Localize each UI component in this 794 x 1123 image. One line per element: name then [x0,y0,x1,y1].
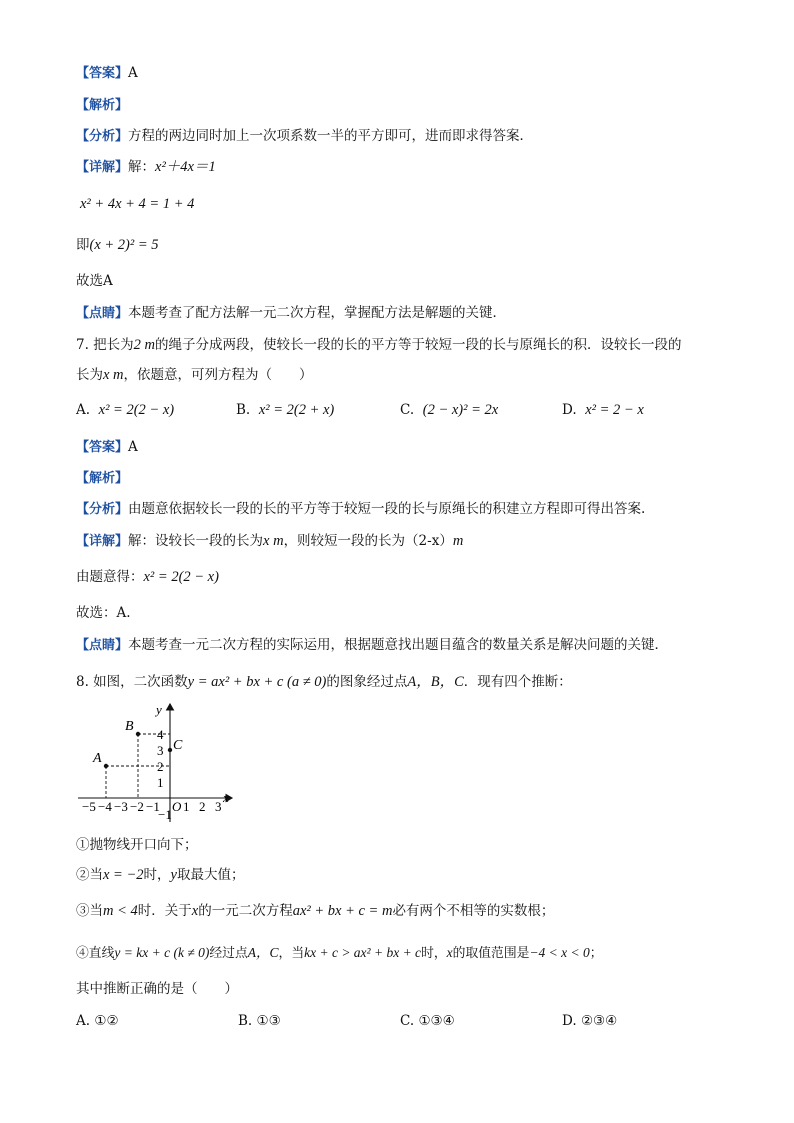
from-text: 由题意得： [76,569,144,585]
y-axis-label: y [156,702,162,717]
s4-text: 时， [421,946,447,961]
from-equation: x² = 2(2 − x) [143,569,219,585]
option-label: D. [562,402,577,418]
fenxi-text: 由题意依据较长一段的长的平方等于较短一段的长与原绳长的积建立方程即可得出答案. [128,501,646,517]
q7-option-a [76,401,174,419]
q7-option-b [236,401,334,419]
x-tick-label: −1 [146,799,160,814]
q7-dianjing-line [76,636,668,655]
q8-function: y = ax² + bx + c (a ≠ 0) [187,674,327,690]
step1-equation: x² + 4x + 4 = 1 + 4 [80,196,195,212]
s2-text: ②当 [76,867,103,883]
y-tick-label: −1 [158,807,172,822]
s4-range: −4 < x < 0 [529,945,590,960]
point-c [168,748,172,752]
option-label: C. [400,1013,415,1029]
q8-text: ．现有四个推断： [463,674,572,690]
y-tick-label: 3 [157,743,164,758]
option-label: C. [400,402,415,418]
s4-equation: y = kx + c (k ≠ 0) [114,945,210,960]
point-label: C [173,738,183,753]
q7-text: 长为 [76,367,103,383]
s4-text: 的取值范围是 [452,946,530,961]
s3-text: 必有两个不相等的实数根； [392,903,555,919]
s3-equation: m < 4 [103,903,138,919]
detail-text: ，则较短一段的长为（2-x） [283,533,453,549]
q7-from-line [76,568,219,586]
option-label: B. [238,1013,253,1029]
q7-option-d [562,401,644,419]
q7-analysis-heading [76,469,128,488]
q7-stem-line1 [76,336,682,354]
option-label: A. [76,1013,91,1029]
q8-text: 的图象经过点 [326,674,408,690]
s4-var: x [446,945,453,960]
y-tick-label: 4 [157,727,164,742]
q8-ask: 其中推断正确的是（ ） [76,981,238,997]
x-tick-label: −2 [130,799,144,814]
s4-text: ； [589,946,603,961]
q7-text: 的绳子分成两段，使较长一段的长的平方等于较短一段的长与原绳长的积．设较长一段的 [155,337,682,353]
s4-inequality: kx + c > ax² + bx + c [304,945,422,960]
choose-line: 故选A [76,273,113,289]
x-tick-label: 2 [199,799,206,814]
dianjing-text: 本题考查了配方法解一元二次方程，掌握配方法是解题的关键． [128,305,507,321]
q8-option-c [400,1012,455,1030]
option-text: x² = 2 − x [585,402,644,418]
analysis-heading [76,96,128,115]
point-label: A [93,751,102,766]
q8-option-a [76,1012,119,1030]
step2-line [76,236,159,254]
fenxi-tag: 【分析】 [76,129,129,144]
s4-text: ，当 [278,946,305,961]
option-text: ①② [94,1013,119,1029]
s3-text: 时．关于 [137,903,192,919]
q8-statement-2 [76,866,244,884]
answer-line [76,64,138,83]
q8-option-b [238,1012,281,1030]
analysis-tag: 【解析】 [76,471,129,486]
detail-unit: m [452,533,464,549]
q8-text: 8. 如图，二次函数 [76,674,188,690]
q8-statement-1: ①抛物线开口向下； [76,837,198,853]
q7-var: x m [103,367,124,383]
origin-label: O [172,799,182,814]
option-text: x² = 2(2 + x) [258,402,335,418]
q7-choose-line: 故选：A. [76,605,131,621]
q8-statement-3 [76,902,554,920]
point-label: B [125,719,134,734]
q8-stem [76,673,572,691]
step2-prefix: 即 [76,237,90,253]
point-a [104,764,108,768]
s4-text: ④直线 [76,946,115,961]
option-label: A. [76,402,91,418]
q7-fenxi-line [76,500,645,519]
x-tick-label: −3 [114,799,128,814]
answer-tag: 【答案】 [76,66,129,81]
x-tick-label: −4 [98,799,112,814]
x-axis-label: x [223,790,229,805]
detail-line [76,158,216,177]
step2-equation: (x + 2)² = 5 [89,237,159,253]
analysis-tag: 【解析】 [76,98,129,113]
detail-equation: x²＋4x＝1 [155,159,216,175]
answer-value: A [128,65,138,81]
s2-text: 时， [143,867,171,883]
option-label: B. [236,402,251,418]
detail-prefix: 解： [128,159,156,175]
detail-var: x m [263,533,284,549]
x-tick-label: −5 [82,799,96,814]
s2-var: y [170,867,177,883]
s3-equation: ax² + bx + c = m [292,903,393,919]
y-tick-label: 2 [157,759,164,774]
q7-length: 2 m [133,337,156,353]
option-text: x² = 2(2 − x) [98,402,175,418]
fenxi-text: 方程的两边同时加上一次项系数一半的平方即可，进而即求得答案． [128,128,534,144]
option-text: ①③④ [418,1013,455,1029]
s3-text: 的一元二次方程 [198,903,293,919]
answer-value: A [128,439,138,455]
fenxi-line [76,127,533,146]
q7-text: ，依题意，可列方程为（ ） [123,367,313,383]
s4-points: A，C [247,945,279,960]
point-b [136,732,140,736]
x-tick-label: 1 [183,799,190,814]
coordinate-figure [70,700,240,830]
x-tick-label: 3 [215,799,222,814]
fenxi-tag: 【分析】 [76,502,129,517]
dianjing-line [76,304,506,323]
q7-answer-line [76,438,138,457]
option-text: (2 − x)² = 2x [422,402,499,418]
s3-text: ③当 [76,903,103,919]
q7-option-c [400,401,498,419]
detail-tag: 【详解】 [76,160,129,175]
s3-var: x [191,903,199,919]
q7-detail-line [76,532,463,551]
dianjing-text: 本题考查一元二次方程的实际运用，根据题意找出题目蕴含的数量关系是解决问题的关键． [128,637,669,653]
dianjing-tag: 【点睛】 [76,306,129,321]
q8-statement-4 [76,944,603,963]
option-label: D. [562,1013,577,1029]
q7-stem-line2 [76,366,313,384]
option-text: ②③④ [580,1013,618,1029]
y-tick-label: 1 [157,775,164,790]
q8-points: A，B，C [407,674,464,690]
s4-text: 经过点 [209,946,248,961]
s2-text: 取最大值； [176,867,245,883]
option-text: ①③ [256,1013,281,1029]
answer-tag: 【答案】 [76,440,129,455]
q8-option-d [562,1012,617,1030]
q7-text: 7. 把长为 [76,337,134,353]
s2-equation: x = −2 [103,867,144,883]
detail-text: 解：设较长一段的长为 [128,533,264,549]
detail-tag: 【详解】 [76,534,129,549]
dianjing-tag: 【点睛】 [76,638,129,653]
